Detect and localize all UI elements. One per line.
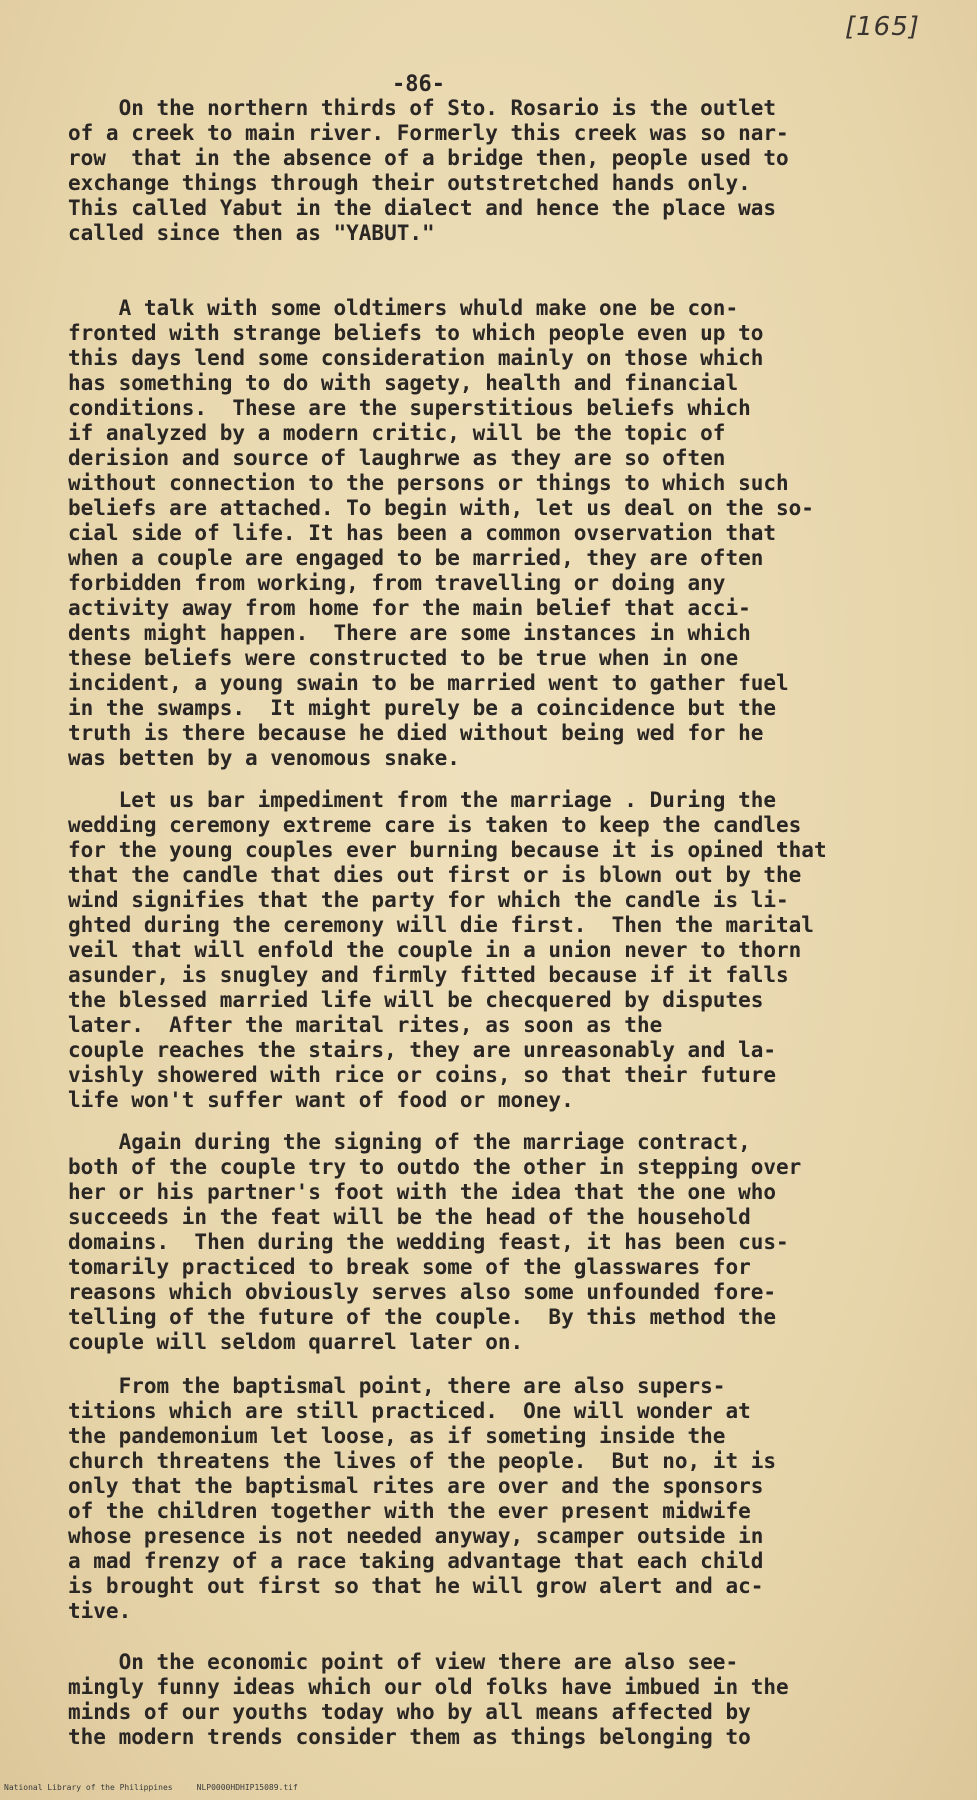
text-line: the pandemonium let loose, as if someting inside the [68, 1424, 726, 1448]
paragraph-wedding-ceremony [68, 788, 948, 1113]
text-line: truth is there because he died without being wed for he [68, 721, 764, 745]
text-line: Again during the signing of the marriage contract, [68, 1130, 751, 1154]
text-line: forbidden from working, from travelling or doing any [68, 571, 726, 595]
text-line: derision and source of laughrwe as they are so often [68, 446, 726, 470]
text-line: vishly showered with rice or coins, so that their future [68, 1063, 777, 1087]
text-line: church threatens the lives of the people. But no, it is [68, 1449, 777, 1473]
text-line: if analyzed by a modern critic, will be the topic of [68, 421, 726, 445]
text-line: is brought out first so that he will grow alert and ac- [68, 1574, 764, 1598]
text-line: dents might happen. There are some instances in which [68, 621, 751, 645]
text-line: when a couple are engaged to be married, they are often [68, 546, 764, 570]
text-line: whose presence is not needed anyway, scamper outside in [68, 1524, 764, 1548]
text-line: This called Yabut in the dialect and hence the place was [68, 196, 777, 220]
text-line: domains. Then during the wedding feast, it has been cus- [68, 1230, 789, 1254]
text-line: On the economic point of view there are also see- [68, 1650, 739, 1674]
paragraph-marriage-contract [68, 1130, 948, 1355]
text-line: wedding ceremony extreme care is taken to keep the candles [68, 813, 802, 837]
text-line: titions which are still practiced. One will wonder at [68, 1399, 751, 1423]
text-line: only that the baptismal rites are over and the sponsors [68, 1474, 764, 1498]
text-line: the blessed married life will be checquered by disputes [68, 988, 764, 1012]
text-line: reasons which obviously serves also some unfounded fore- [68, 1280, 777, 1304]
text-line: row that in the absence of a bridge then, people used to [68, 146, 789, 170]
paragraph-yabut-origin [68, 96, 948, 246]
text-line: her or his partner's foot with the idea that the one who [68, 1180, 777, 1204]
text-line: that the candle that dies out first or is blown out by the [68, 863, 802, 887]
text-line: incident, a young swain to be married went to gather fuel [68, 671, 789, 695]
text-line: of the children together with the ever present midwife [68, 1499, 751, 1523]
text-line: exchange things through their outstretched hands only. [68, 171, 751, 195]
text-line: On the northern thirds of Sto. Rosario is the outlet [68, 96, 777, 120]
text-line: the modern trends consider them as things belonging to [68, 1725, 751, 1749]
text-line: later. After the marital rites, as soon as the [68, 1013, 663, 1037]
text-line: life won't suffer want of food or money. [68, 1088, 574, 1112]
text-line: couple reaches the stairs, they are unreasonably and la- [68, 1038, 777, 1062]
text-line: activity away from home for the main belief that acci- [68, 596, 751, 620]
text-line: these beliefs were constructed to be true when in one [68, 646, 739, 670]
text-line: has something to do with sagety, health and financial [68, 371, 739, 395]
text-line: wind signifies that the party for which the candle is li- [68, 888, 789, 912]
text-line: telling of the future of the couple. By this method the [68, 1305, 777, 1329]
text-line: tive. [68, 1599, 132, 1623]
text-line: for the young couples ever burning because it is opined that [68, 838, 827, 862]
text-line: beliefs are attached. To begin with, let us deal on the so- [68, 496, 814, 520]
text-line: ghted during the ceremony will die first. Then the marital [68, 913, 814, 937]
text-line: succeeds in the feat will be the head of the household [68, 1205, 751, 1229]
text-line: asunder, is snugley and firmly fitted because if it falls [68, 963, 789, 987]
text-line: mingly funny ideas which our old folks have imbued in the [68, 1675, 789, 1699]
text-line: conditions. These are the superstitious beliefs which [68, 396, 751, 420]
text-line: was betten by a venomous snake. [68, 746, 460, 770]
scan-footer: National Library of the Philippines NLP0000HDHIP15089.tif [4, 1783, 298, 1792]
text-line: couple will seldom quarrel later on. [68, 1330, 524, 1354]
text-line: veil that will enfold the couple in a union never to thorn [68, 938, 802, 962]
text-line: in the swamps. It might purely be a coincidence but the [68, 696, 777, 720]
text-line: without connection to the persons or things to which such [68, 471, 789, 495]
paragraph-economic [68, 1650, 948, 1750]
folio-mark: [165] [845, 12, 920, 42]
text-line: called since then as "YABUT." [68, 221, 435, 245]
text-line: minds of our youths today who by all means affected by [68, 1700, 751, 1724]
text-line: From the baptismal point, there are also supers- [68, 1374, 726, 1398]
paragraph-superstitions [68, 296, 948, 771]
paragraph-baptismal [68, 1374, 948, 1624]
page-number: -86- [392, 72, 445, 97]
text-line: Let us bar impediment from the marriage . During the [68, 788, 777, 812]
text-line: a mad frenzy of a race taking advantage that each child [68, 1549, 764, 1573]
text-line: cial side of life. It has been a common ovservation that [68, 521, 777, 545]
text-line: of a creek to main river. Formerly this creek was so nar- [68, 121, 789, 145]
text-line: tomarily practiced to break some of the glasswares for [68, 1255, 751, 1279]
text-line: fronted with strange beliefs to which people even up to [68, 321, 764, 345]
text-line: this days lend some consideration mainly on those which [68, 346, 764, 370]
text-line: both of the couple try to outdo the other in stepping over [68, 1155, 802, 1179]
text-line: A talk with some oldtimers whuld make one be con- [68, 296, 739, 320]
